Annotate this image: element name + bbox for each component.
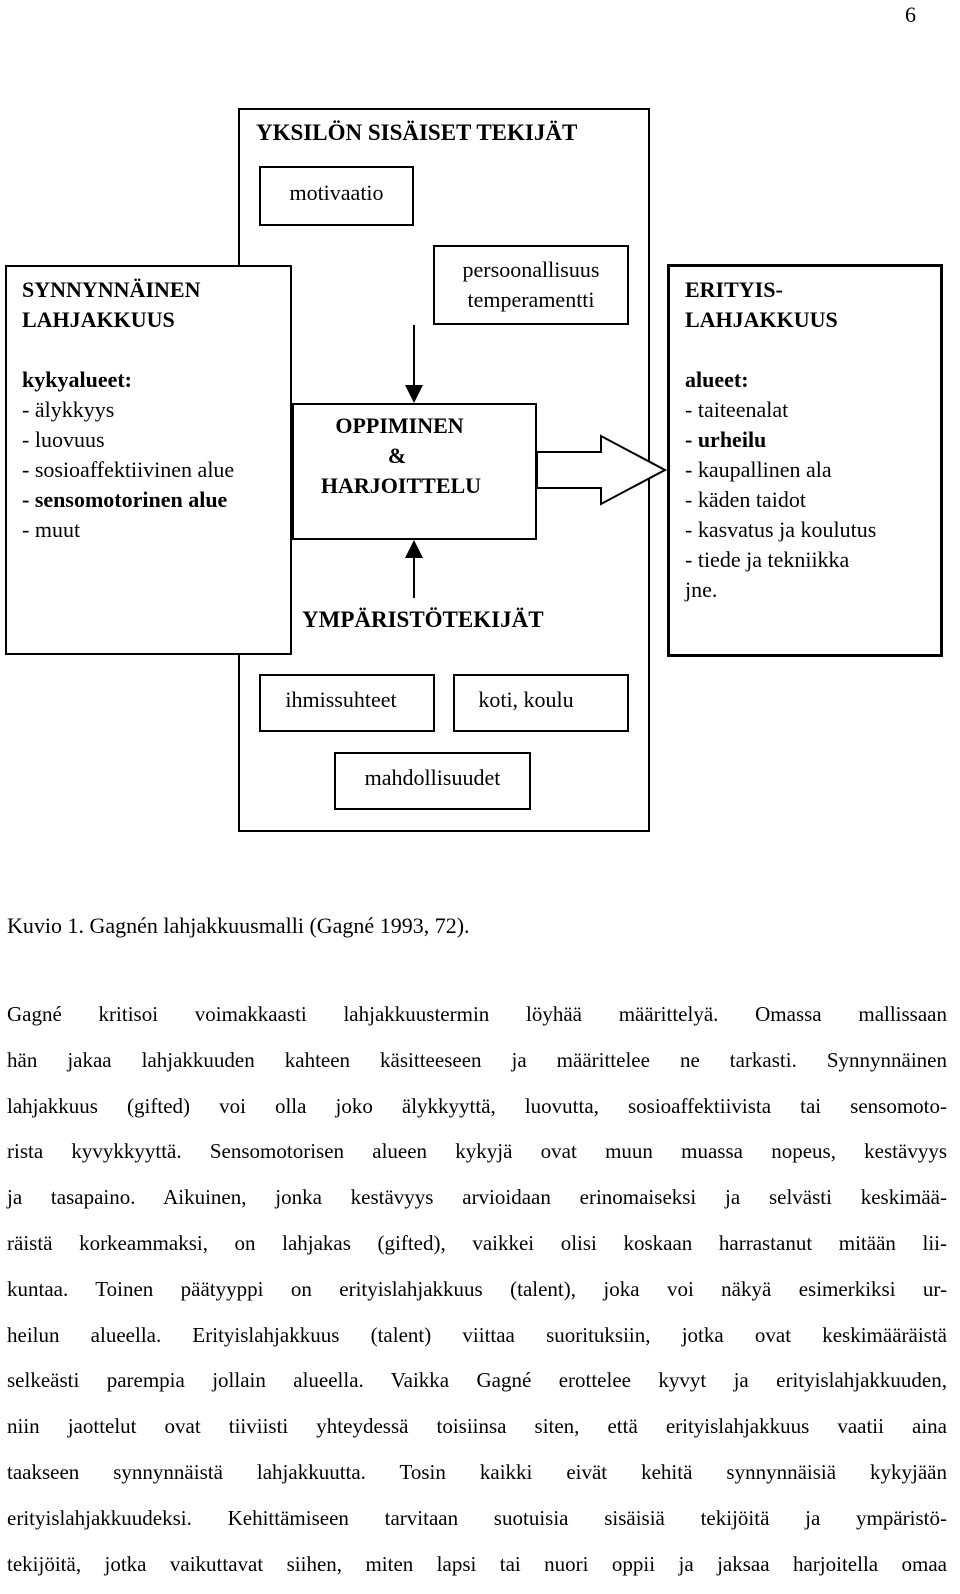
talent-title-1: ERITYIS- <box>685 277 783 302</box>
paragraph-line: niin jaottelut ovat tiiviisti yhteydessä toisiinsa siten, että erityislahjakkuus vaatii aina <box>7 1414 947 1439</box>
talent-item: - taiteenalat <box>685 397 789 422</box>
intrapersonal-title: YKSILÖN SISÄISET TEKIJÄT <box>256 120 578 145</box>
learning-title-2: & <box>387 443 407 468</box>
development-arrow <box>537 436 665 504</box>
gifted-domains-label: kykyalueet: <box>22 367 132 392</box>
talent-item: - tiede ja tekniikka <box>685 547 850 572</box>
paragraph-line: rista kyvykkyyttä. Sensomotorisen alueen kykyjä ovat muun muassa nopeus, kestävyys <box>7 1139 947 1164</box>
talent-item: - urheilu <box>685 427 767 452</box>
gifted-item: - muut <box>22 517 81 542</box>
gifted-title-2: LAHJAKKUUS <box>22 307 175 332</box>
talent-title-2: LAHJAKKUUS <box>685 307 838 332</box>
paragraph-line: selkeästi parempia jollain alueella. Vaikka Gagné erottelee kyvyt ja erityislahjakkuuden, <box>7 1368 947 1393</box>
talent-fields-label: alueet: <box>685 367 749 392</box>
relations-label: ihmissuhteet <box>285 687 397 712</box>
environment-title: YMPÄRISTÖTEKIJÄT <box>302 607 544 632</box>
talent-item: jne. <box>685 577 718 602</box>
paragraph-line: ja tasapaino. Aikuinen, jonka kestävyys arvioidaan erinomaiseksi ja selvästi keskimää- <box>7 1185 947 1210</box>
up-arrow-head <box>405 540 423 558</box>
paragraph-line: taakseen synnynnäistä lahjakkuutta. Tosin kaikki eivät kehitä synnynnäisiä kykyjään <box>7 1459 947 1484</box>
down-arrow-head <box>405 385 423 403</box>
gifted-item: - sensomotorinen alue <box>22 487 228 512</box>
paragraph-line: kuntaa. Toinen päätyyppi on erityislahjakkuus (talent), joka voi näkyä esimerkiksi ur- <box>7 1276 947 1301</box>
paragraph-line: erityislahjakkuudeksi. Kehittämiseen tarvitaan suotuisia sisäisiä tekijöitä ja ympäristö- <box>7 1505 947 1530</box>
motivation-label: motivaatio <box>289 180 384 205</box>
paragraph-line: hän jakaa lahjakkuuden kahteen käsitteeseen ja määrittelee ne tarkasti. Synnynnäinen <box>7 1047 947 1072</box>
talent-item: - kasvatus ja koulutus <box>685 517 877 542</box>
talent-item: - käden taidot <box>685 487 806 512</box>
gifted-item: - luovuus <box>22 427 105 452</box>
figure-caption: Kuvio 1. Gagnén lahjakkuusmalli (Gagné 1993, 72). <box>7 913 470 938</box>
paragraph-line: lahjakkuus (gifted) voi olla joko älykkyyttä, luovutta, sosioaffektiivista tai sensomoto- <box>7 1093 947 1118</box>
page-number: 6 <box>905 2 916 27</box>
figure-arrows <box>0 0 960 700</box>
learning-title-3: HARJOITTELU <box>320 473 482 498</box>
learning-title-1: OPPIMINEN <box>335 413 464 438</box>
paragraph-line: Gagné kritisoi voimakkaasti lahjakkuustermin löyhää määrittelyä. Omassa mallissaan <box>7 1002 947 1026</box>
gifted-item: - sosioaffektiivinen alue <box>22 457 235 482</box>
home-school-label: koti, koulu <box>478 687 574 712</box>
personality-label: persoonallisuus <box>462 257 600 282</box>
gifted-item: - älykkyys <box>22 397 115 422</box>
opportunities-label: mahdollisuudet <box>364 765 501 790</box>
paragraph-line: heilun alueella. Erityislahjakkuus (talent) viittaa suorituksiin, jotka ovat keskimääräistä <box>7 1322 947 1347</box>
temperament-label: temperamentti <box>467 287 595 312</box>
paragraph-line: räistä korkeammaksi, on lahjakas (gifted), vaikkei olisi koskaan harrastanut mitään lii- <box>7 1230 947 1255</box>
body-paragraph <box>7 992 947 1587</box>
gifted-title-1: SYNNYNNÄINEN <box>22 277 201 302</box>
talent-item: - kaupallinen ala <box>685 457 832 482</box>
paragraph-line: tekijöitä, jotka vaikuttavat siihen, miten lapsi tai nuori oppii ja jaksaa harjoitella omaa <box>7 1551 947 1576</box>
